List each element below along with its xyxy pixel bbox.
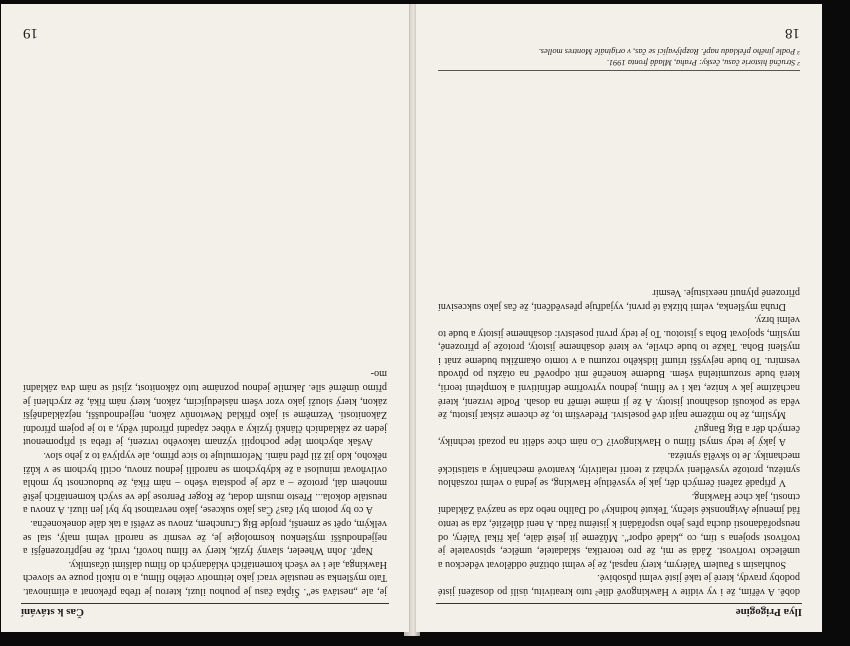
paragraph: Myslím, že ho můžeme najít dvě poselství. Především to, že chceme získat jistotu, že věda se pokouší dosáhnout jistoty. A že jí máme téměř na dosah. Podle tvrzení, které nacházíme jak v knize, tak i ve filmu, jednou vytvoříme definitivní a kompletní teorii, která bude srozumitelná všem. Budeme konečně mít odpověď na otázku po původu vesmíru. To bude nejvyšší triumf lidského rozumu a v tomto okamžiku budeme znát i myšlení Boha. Takže to bude chvíle, ve které dosáhneme jistoty, protože je přirozené, myslím, spojovat Boha s jistotou. To je tedy první poselství: dosáhneme jistoty a bude to velmi brzy. [438,314,800,421]
page-text [23,64,387,598]
paragraph: době. A věřím, že i vy vidíte v Hawkingově díle² tuto kreativitu, úsilí po dosažení jisté podoby pravdy, které je také jisté velmi působivé. [438,572,800,597]
running-head [436,603,802,622]
footnotes [438,46,800,71]
page-text [438,96,800,598]
paragraph: Avšak abychom lépe pochopili význam takového tvrzení, je třeba si připomenout jeden ze základních článků fyziky a vůbec západní přírodní vědy, a to je pojem přírodní Zákonitosti. Vezměme si jako příklad Newtonův zákon, nejjednodušší, nejzákladnější zákon, který slouží jako vzor všem následujícím, zákon, který nám říká, že zrychlení je přímo úměrné síle. Jakmile jednou poznáme tuto zákonitost, zjistí se nám dva základní mo- [23,368,387,448]
page-number: 18 [785,25,800,41]
paragraph: A jaký je tedy smysl filmu o Hawkingovi? Co nám chce sdělit na pozadí techniky, černých děr a Big Bangu? [438,422,800,448]
paragraph: Např. John Wheeler, slavný fyzik, který ve filmu hovoří, tvrdí, že nejpřirozenější a nejjednodušší myšlenkou kosmologie je, že vesmír se narodil velmi malý, stal se velkým, opět se zmenší, projde Big Crunchem, znovu se zvětší a tak dále donekonečna. [23,518,387,557]
paragraph: Druhá myšlenka, velmi blízká té první, vyjadřuje přesvědčení, že čas jako sukcesivní přirozené plynutí neexistuje. Vesmír [438,286,800,312]
paragraph: A co by potom byl čas? Čas jako sukcese, jako nevratnost by byl jen iluzí. A znovu a neustále dokola... Přesto musím dodat, že Roger Penrose jde ve svých komentářích ještě mnohem dál, protože – a zde je podstata všeho – nám říká, že budoucnost by mohla ovlivňovat minulost a že kdybychom se narodili jednou znovu, ocitli bychom se v kůži někoho, kdo již žil před námi. Neformuluje to sice přímo, ale vyplývá to z jeho slov. [23,450,387,516]
paragraph: V případě zaření černých děr, jak je vysvětluje Hawking, se jedná o velmi rozsáhlou syntézu, protože vysvětlení vychází z teorií relativity, kvantové mechaniky a statistické mechaniky. Je to skvělá syntéza. [438,450,800,489]
running-head-title: Čas k stávání [21,606,84,618]
running-head [21,603,389,622]
paragraph: je, ale „nestává se“. Šipka času je pouhou iluzí, kterou je třeba překonat a eliminovat. Tato myšlenka se neustále vrací jako leitmotiv celého filmu, a to nikoli pouze ve slovech Hawkinga, ale i ve všech komentářích vkládaných do filmu dalšími účastníky. [23,558,387,597]
paragraph: Souhlasím s Paulem Valérym, který napsal, že je velmi obtížné oddělovat vědeckou a umělecko tvořivost. Žádá se mi, že pro teoretika, skladatele, umělce, spisovatele je tvořivost spojena s tím, co „kladé odpor“. Můžeme jít ještě dále, jak říkal Valéry, od neuspořádanosti ducha přes jeho uspořádání k jistému řádu. A není důležité, zda se tento řád jmenuje Avignonské slečny, Tekuté hodinky³ od Dalího nebo zda se nazývá Základní ctnosti, jak chce Hawking. [438,490,800,570]
page-18 [416,4,822,632]
page-19 [1,4,410,632]
footnote: ³ Podle jiného překladu např. Rozplývající se čas, v originále Montres molles. [538,47,800,57]
footnote: ² Stručná historie času, česky: Praha, Mladá fronta 1991. [606,58,800,67]
running-head-author: Ilya Prigogine [735,606,802,618]
page-number: 19 [23,25,38,41]
